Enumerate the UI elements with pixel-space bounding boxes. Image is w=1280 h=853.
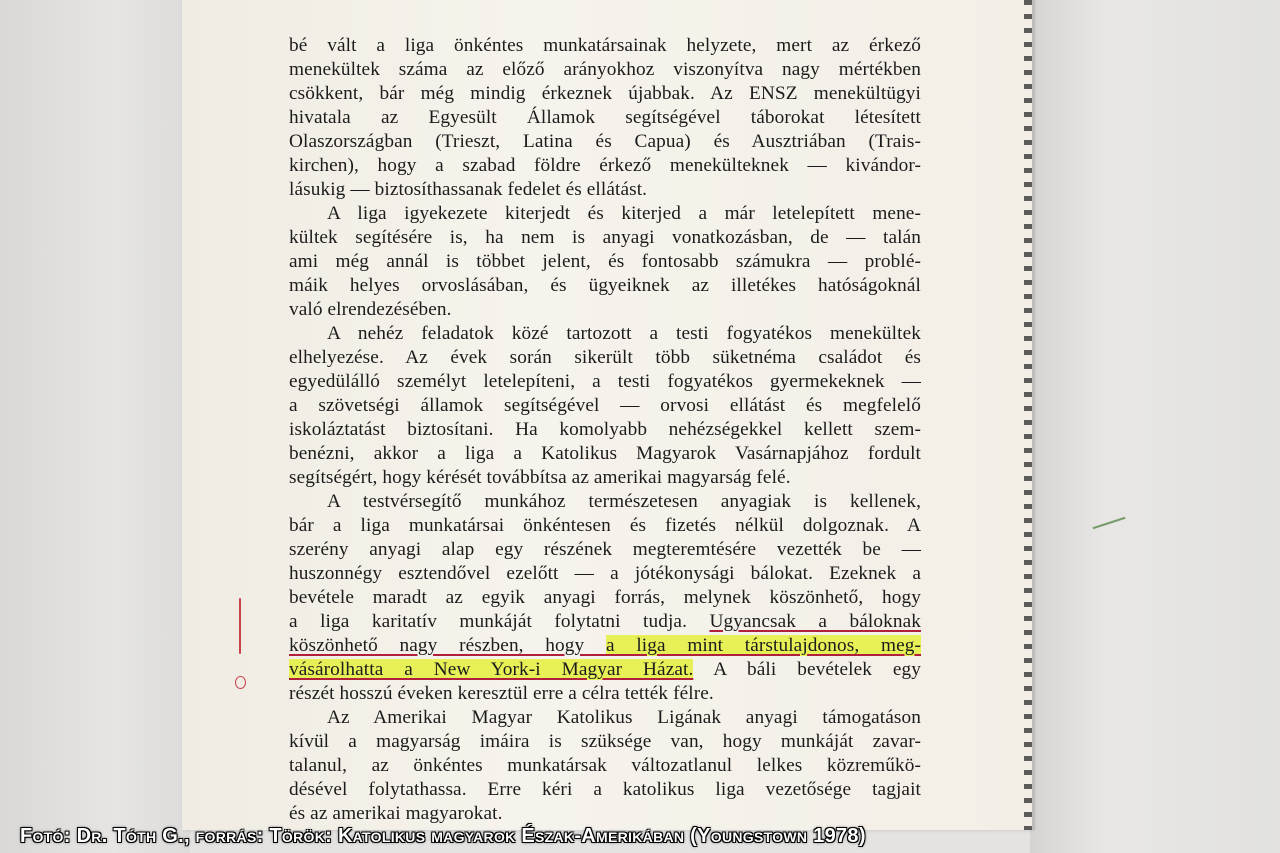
text-line: bár a liga munkatársai önkéntesen és fizetés nélkül dolgoznak. A <box>289 515 921 536</box>
underlined-text: köszönhető nagy részben, hogy <box>289 635 606 656</box>
text-line: csökkent, bár még mindig érkeznek újabbak. Az ENSZ menekültügyi <box>289 83 921 104</box>
highlighted-text: a liga mint társtulajdonos, meg- <box>605 635 922 656</box>
text-line: désével folytathassa. Erre kéri a katolikus liga vezetősége tagjait <box>289 779 921 800</box>
text-line: bevétele maradt az egyik anyagi forrás, melynek köszönhető, hogy <box>289 587 921 608</box>
text-line: egyedülálló személyt letelepíteni, a testi fogyatékos gyermekeknek — <box>289 371 921 392</box>
text-line: és az amerikai magyarokat. <box>289 803 503 824</box>
margin-pen-circle <box>235 676 246 689</box>
text-line: ami még annál is többet jelent, és fontosabb számukra — problé- <box>289 251 921 272</box>
text-fragment: A báli bevételek egy <box>693 659 922 680</box>
text-line: való elrendezésében. <box>289 299 452 320</box>
text-line: bé vált a liga önkéntes munkatársainak helyzete, mert az érkező <box>289 35 921 56</box>
text-line: talanul, az önkéntes munkatársak változatlanul lelkes közreműkö- <box>289 755 921 776</box>
background-left <box>0 0 190 853</box>
text-line: A nehéz feladatok közé tartozott a testi fogyatékos menekültek <box>327 323 921 344</box>
text-line: máik helyes orvoslásában, és ügyeiknek az illetékes hatóságoknál <box>289 275 921 296</box>
text-line: Olaszországban (Trieszt, Latina és Capua) és Ausztriában (Trais- <box>289 131 921 152</box>
text-line: Az Amerikai Magyar Katolikus Ligának anyagi támogatáson <box>327 707 921 728</box>
text-line: A testvérsegítő munkához természetesen anyagiak is kellenek, <box>327 491 921 512</box>
text-line: huszonnégy esztendővel ezelőtt — a jótékonysági bálokat. Ezeknek a <box>289 563 921 584</box>
text-line: kívül a magyarság imáira is szüksége van, hogy munkáját zavar- <box>289 731 921 752</box>
margin-pen-mark <box>239 598 241 654</box>
text-line: iskoláztatást biztosítani. Ha komolyabb nehézségekkel kellett szem- <box>289 419 921 440</box>
text-line: elhelyezése. Az évek során sikerült több süketnéma családot és <box>289 347 921 368</box>
text-line-highlighted <box>289 634 921 658</box>
text-line-highlighted <box>289 658 921 682</box>
text-line: részét hosszú éveken keresztül erre a célra tették félre. <box>289 683 714 704</box>
page-text <box>289 34 921 826</box>
text-line: segítségért, hogy kérését továbbítsa az amerikai magyarság felé. <box>289 467 791 488</box>
text-line: hivatala az Egyesült Államok segítségével táborokat létesített <box>289 107 921 128</box>
text-line: szerény anyagi alap egy részének megteremtésére vezették be — <box>289 539 921 560</box>
background-right <box>1030 0 1280 853</box>
underlined-text: Ugyancsak a báloknak <box>709 611 921 632</box>
text-line: menekültek száma az előző arányokhoz viszonyítva nagy mértékben <box>289 59 921 80</box>
text-line: kültek segítésére is, ha nem is anyagi vonatkozásban, de — talán <box>289 227 921 248</box>
text-line-underlined <box>289 610 921 634</box>
text-line: A liga igyekezete kiterjedt és kiterjed a már letelepített mene- <box>327 203 921 224</box>
text-line: benézni, akkor a liga a Katolikus Magyarok Vasárnapjához fordult <box>289 443 921 464</box>
highlighted-text: vásárolhatta a New York-i Magyar Házat. <box>289 659 694 680</box>
text-line: lásukig — biztosíthassanak fedelet és ellátást. <box>289 179 648 200</box>
page-edge <box>1032 0 1035 830</box>
photo-caption: Fotó: Dr. Tóth G., forrás: Török: Katolikus magyarok Észak-Amerikában (Youngstown 1978) <box>20 825 866 847</box>
text-line: a szövetségi államok segítségével — orvosi ellátást és megfelelő <box>289 395 921 416</box>
text-fragment: a liga karitatív munkáját folytatni tudja. <box>289 611 710 632</box>
text-line: kirchen), hogy a szabad földre érkező menekülteknek — kivándor- <box>289 155 921 176</box>
